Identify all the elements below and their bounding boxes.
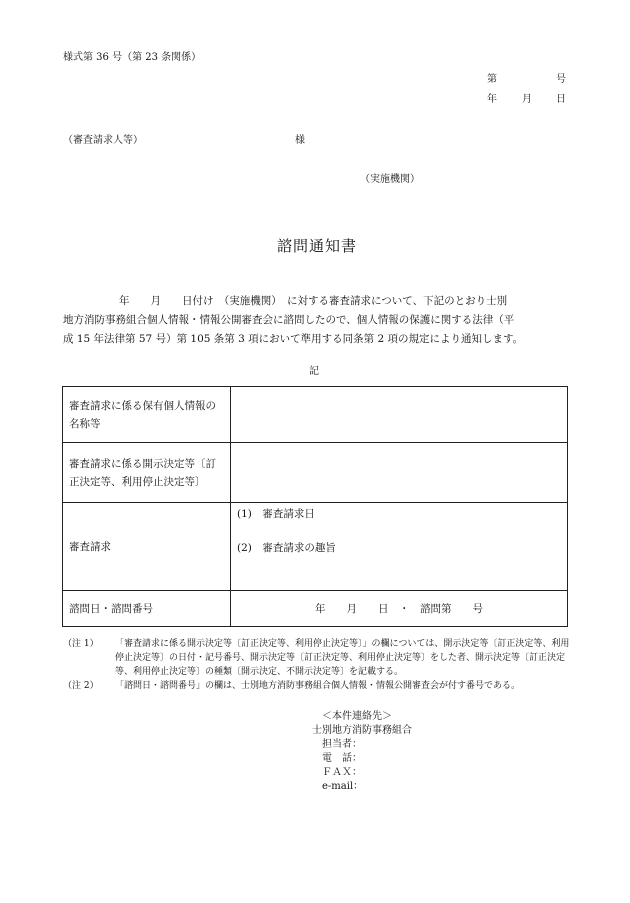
row2-value <box>231 443 568 503</box>
addressee-honorific: 様 <box>295 135 305 146</box>
row3-value <box>231 503 568 591</box>
contact-org: 士別地方消防事務組合 <box>312 725 412 736</box>
body-line-2: 地方消防事務組合個人情報・情報公開審査会に諮問したので、個人情報の保護に関する法律（平 <box>63 314 515 326</box>
contact-email: e-mail： <box>322 781 364 792</box>
date-day-label: 日 <box>556 94 566 105</box>
issuer-label: （実施機関） <box>360 174 420 185</box>
row1-head: 審査請求に係る保有個人情報の名称等 <box>63 387 231 443</box>
date-year-label: 年 <box>487 94 497 105</box>
date-month-label: 月 <box>522 94 532 105</box>
note-2-tag: （注 2） <box>63 681 99 691</box>
row4-head: 諮問日・諮問番号 <box>63 591 231 627</box>
contact-phone: 電 話： <box>322 753 362 764</box>
body-line-1: 年 月 日付け （実施機関） に対する審査請求について、下記のとおり士別 <box>119 295 508 307</box>
row3-head: 審査請求 <box>63 503 231 591</box>
table-row <box>63 387 568 443</box>
table-row <box>63 443 568 503</box>
doc-number-suffix: 号 <box>556 74 566 85</box>
contact-fax: ＦＡＸ： <box>322 767 362 778</box>
contact-heading: ＜本件連絡先＞ <box>322 711 392 722</box>
table-row <box>63 591 568 627</box>
body-line-3: 成 15 年法律第 57 号）第 105 条第 3 項において準用する同条第 2 項の規定により通知します。 <box>63 333 524 345</box>
ki-label: 記 <box>309 366 319 377</box>
note-2-text: 「諮問日・諮問番号」の欄は、士別地方消防事務組合個人情報・情報公開審査会が付す番号である。 <box>115 681 521 691</box>
note-2 <box>63 679 573 693</box>
row1-value <box>231 387 568 443</box>
addressee-label: （審査請求人等） <box>63 135 143 146</box>
note-1 <box>63 637 573 679</box>
contact-person: 担当者： <box>322 739 362 750</box>
body-paragraph <box>63 292 568 349</box>
doc-number-prefix: 第 <box>487 74 497 85</box>
row2-head: 審査請求に係る開示決定等〔訂正決定等、利用停止決定等〕 <box>63 443 231 503</box>
note-1-text: 「審査請求に係る開示決定等〔訂正決定等、利用停止決定等〕」の欄については、開示決定等〔訂正決定等、利用停止決定等〕の日付・記号番号、開示決定等〔訂正決定等、利用停止決定等〕をした者、開示決定等〔訂正決定等、利用停止決定等〕の種類〔開示決定、不開示決定等〕を記載する。 <box>115 639 570 677</box>
form-number: 様式第 36 号（第 23 条関係） <box>63 52 202 63</box>
row3-item-2: (2) 審査請求の趣旨 <box>237 542 336 554</box>
row3-item-1: (1) 審査請求日 <box>237 508 315 520</box>
contact-block <box>312 710 412 794</box>
note-1-tag: （注 1） <box>63 639 99 649</box>
document-title: 諮問通知書 <box>277 237 358 255</box>
row4-value: 年 月 日 ・ 諮問第 号 <box>231 591 568 627</box>
notes <box>63 637 573 693</box>
request-table <box>62 386 568 627</box>
table-row <box>63 503 568 591</box>
